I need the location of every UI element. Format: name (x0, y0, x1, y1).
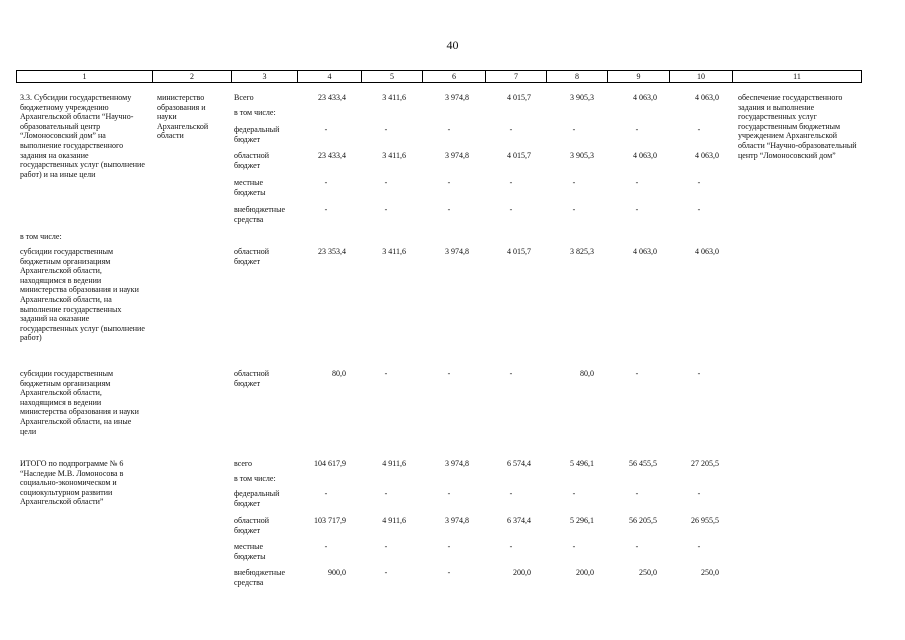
block1-source-2: федеральный бюджет (234, 125, 280, 144)
total-source-2: федеральный бюджет (234, 489, 280, 508)
block1-row0-col10: 4 063,0 (695, 93, 719, 102)
total-row2-col4: - (324, 489, 328, 498)
sub2-row-col8: 80,0 (580, 369, 594, 378)
header-col-9: 9 (608, 71, 670, 82)
total-row0-col5: 4 911,6 (382, 459, 406, 468)
block1-row3-col10: 4 063,0 (695, 151, 719, 160)
block1-row5-col7: - (509, 205, 513, 214)
total-row5-col7: 200,0 (513, 568, 531, 577)
total-row0-col10: 27 205,5 (691, 459, 719, 468)
total-row3-col4: 103 717,9 (314, 516, 346, 525)
total-row2-col9: - (635, 489, 639, 498)
total-row0-col6: 3 974,8 (445, 459, 469, 468)
total-row2-col5: - (384, 489, 388, 498)
in-that-number-label: в том числе: (20, 232, 62, 241)
block1-row2-col5: - (384, 125, 388, 134)
total-row2-col7: - (509, 489, 513, 498)
block1-row4-col7: - (509, 178, 513, 187)
total-source-3: областной бюджет (234, 516, 270, 535)
sub1-title: субсидии государственным бюджетным организациям Архангельской области, находящимся в ведении министерства образования и науки Архангельской области, на выполнение государственных заданий на оказание государственных услуг (выполнение работ) (20, 247, 145, 343)
sub1-row-col6: 3 974,8 (445, 247, 469, 256)
table-header (16, 70, 862, 83)
block1-row2-col10: - (697, 125, 701, 134)
header-col-8: 8 (547, 71, 608, 82)
total-row0-col7: 6 574,4 (507, 459, 531, 468)
total-row3-col9: 56 205,5 (629, 516, 657, 525)
sub2-row-col10: - (697, 369, 701, 378)
sub1-row-col7: 4 015,7 (507, 247, 531, 256)
block1-row4-col4: - (324, 178, 328, 187)
header-col-11: 11 (733, 71, 862, 82)
header-col-10: 10 (670, 71, 733, 82)
total-title: ИТОГО по подпрограмме № 6 “Наследие М.В. Ломоносова в социально-экономическом и социокультурном развитии Архангельской области” (20, 459, 124, 507)
total-row3-col5: 4 911,6 (382, 516, 406, 525)
total-row0-col4: 104 617,9 (314, 459, 346, 468)
block1-row0-col4: 23 433,4 (318, 93, 346, 102)
total-row5-col10: 250,0 (701, 568, 719, 577)
total-row2-col8: - (572, 489, 576, 498)
block1-source-4: местные бюджеты (234, 178, 266, 197)
total-row2-col10: - (697, 489, 701, 498)
block1-row5-col5: - (384, 205, 388, 214)
page-number: 40 (446, 38, 459, 52)
total-row0-col8: 5 496,1 (570, 459, 594, 468)
block1-source-5: внебюджетные средства (234, 205, 285, 224)
block1-row2-col8: - (572, 125, 576, 134)
block1-row5-col9: - (635, 205, 639, 214)
total-source-4: местные бюджеты (234, 542, 266, 561)
sub1-row-col10: 4 063,0 (695, 247, 719, 256)
block1-row2-col4: - (324, 125, 328, 134)
total-row5-col9: 250,0 (639, 568, 657, 577)
sub1-source: областной бюджет (234, 247, 270, 266)
block1-row0-col5: 3 411,6 (382, 93, 406, 102)
sub1-row-col5: 3 411,6 (382, 247, 406, 256)
total-row3-col6: 3 974,8 (445, 516, 469, 525)
block1-row3-col8: 3 905,3 (570, 151, 594, 160)
block1-row0-col7: 4 015,7 (507, 93, 531, 102)
block1-row3-col5: 3 411,6 (382, 151, 406, 160)
block1-row3-col4: 23 433,4 (318, 151, 346, 160)
sub1-row-col4: 23 353,4 (318, 247, 346, 256)
sub2-row-col4: 80,0 (332, 369, 346, 378)
header-col-6: 6 (423, 71, 486, 82)
sub2-row-col6: - (447, 369, 451, 378)
block1-executor: министерство образования и науки Архангельской области (157, 93, 209, 141)
block1-row0-col9: 4 063,0 (633, 93, 657, 102)
block1-source-1: в том числе: (234, 108, 276, 117)
block1-row5-col6: - (447, 205, 451, 214)
block1-row4-col5: - (384, 178, 388, 187)
block1-source-0: Всего (234, 93, 254, 102)
block1-row2-col6: - (447, 125, 451, 134)
sub2-row-col7: - (509, 369, 513, 378)
total-source-0: всего (234, 459, 253, 468)
block1-source-3: областной бюджет (234, 151, 270, 170)
total-row4-col6: - (447, 542, 451, 551)
total-row5-col4: 900,0 (328, 568, 346, 577)
header-col-4: 4 (298, 71, 362, 82)
total-row4-col5: - (384, 542, 388, 551)
block1-row3-col6: 3 974,8 (445, 151, 469, 160)
sub2-row-col9: - (635, 369, 639, 378)
block1-row4-col8: - (572, 178, 576, 187)
total-row0-col9: 56 455,5 (629, 459, 657, 468)
block1-row4-col6: - (447, 178, 451, 187)
total-row4-col9: - (635, 542, 639, 551)
block1-row3-col7: 4 015,7 (507, 151, 531, 160)
total-row3-col10: 26 955,5 (691, 516, 719, 525)
total-source-5: внебюджетные средства (234, 568, 285, 587)
header-col-1: 1 (17, 71, 153, 82)
block1-row0-col6: 3 974,8 (445, 93, 469, 102)
total-row4-col8: - (572, 542, 576, 551)
total-row4-col4: - (324, 542, 328, 551)
block1-title: 3.3. Субсидии государственному бюджетному учреждению Архангельской области “Научно-образовательный центр “Ломоносовский дом” на выполнение государственного задания на оказание государственных услуг (выполнение работ) и на иные цели (20, 93, 145, 179)
block1-row5-col4: - (324, 205, 328, 214)
block1-row5-col8: - (572, 205, 576, 214)
block1-row3-col9: 4 063,0 (633, 151, 657, 160)
total-row5-col6: - (447, 568, 451, 577)
block1-row2-col7: - (509, 125, 513, 134)
block1-row5-col10: - (697, 205, 701, 214)
total-row5-col5: - (384, 568, 388, 577)
sub1-row-col8: 3 825,3 (570, 247, 594, 256)
sub2-title: субсидии государственным бюджетным организациям Архангельской области, находящимся в ведении министерства образования и науки Архангельской области, на иные цели (20, 369, 139, 436)
header-col-3: 3 (232, 71, 298, 82)
header-col-2: 2 (153, 71, 232, 82)
block1-row2-col9: - (635, 125, 639, 134)
block1-row4-col10: - (697, 178, 701, 187)
total-source-1: в том числе: (234, 474, 276, 483)
total-row3-col8: 5 296,1 (570, 516, 594, 525)
header-col-7: 7 (486, 71, 547, 82)
block1-row0-col8: 3 905,3 (570, 93, 594, 102)
total-row5-col8: 200,0 (576, 568, 594, 577)
total-row4-col10: - (697, 542, 701, 551)
block1-row4-col9: - (635, 178, 639, 187)
total-row2-col6: - (447, 489, 451, 498)
sub2-source: областной бюджет (234, 369, 270, 388)
sub1-row-col9: 4 063,0 (633, 247, 657, 256)
block1-result: обеспечение государственного задания и выполнение государственных услуг государственным бюджетным учреждением Архангельской области “Научно-образовательный центр “Ломоносовский дом” (738, 93, 857, 160)
sub2-row-col5: - (384, 369, 388, 378)
total-row3-col7: 6 374,4 (507, 516, 531, 525)
header-col-5: 5 (362, 71, 423, 82)
total-row4-col7: - (509, 542, 513, 551)
